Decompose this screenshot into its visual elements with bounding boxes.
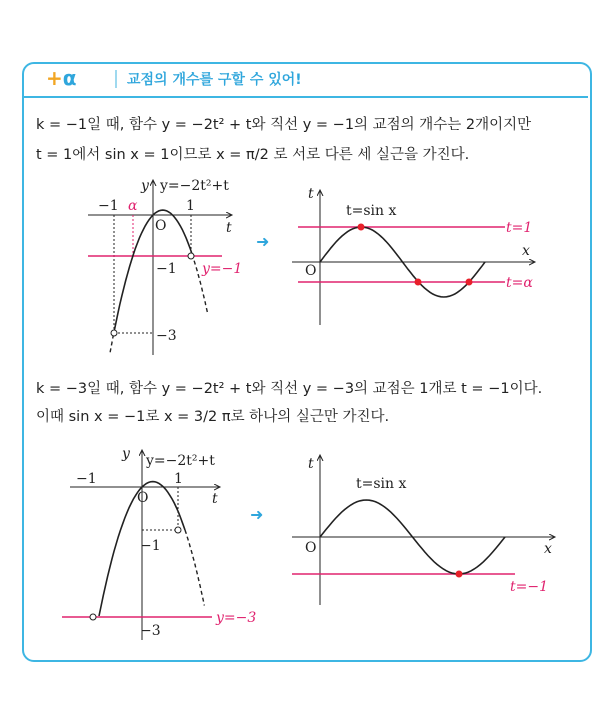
open-point: [175, 527, 181, 533]
box-title: 교점의 개수를 구할 수 있어!: [127, 72, 302, 88]
graph-sine-k-3: [292, 455, 555, 605]
tick-label: −1: [156, 261, 177, 277]
line-label: y=−1: [202, 261, 243, 277]
arrow-right-icon: ➜: [256, 232, 270, 251]
function-label: t=sin x: [356, 476, 407, 492]
alpha-icon: α: [62, 66, 77, 90]
alpha-label: α: [128, 198, 138, 214]
x-axis-label: x: [544, 541, 552, 557]
y-axis-label: y: [141, 178, 149, 194]
function-label: t=sin x: [346, 203, 397, 219]
tick-label: −1: [76, 471, 97, 487]
section1-line2: t = 1에서 sin x = 1이므로 x = π/2 로 서로 다른 세 실근을 가진다.: [36, 147, 470, 163]
parabola-dashed: [185, 530, 204, 606]
y-axis-label: y: [122, 446, 130, 462]
origin-label: O: [137, 490, 149, 506]
function-label: y=−2t²+t: [146, 453, 215, 469]
graph-sine-k-1: [292, 186, 535, 325]
line-label: t=α: [506, 275, 533, 291]
tick-label: 1: [186, 198, 195, 214]
arrow-right-icon: ➜: [250, 505, 264, 524]
tick-label: 1: [174, 471, 183, 487]
t-axis-label: t: [226, 220, 232, 236]
intersection-point: [466, 279, 473, 286]
tick-label: −3: [156, 328, 177, 344]
open-point: [188, 253, 194, 259]
intersection-point: [456, 571, 463, 578]
line-label: y=−3: [216, 610, 257, 626]
intersection-point: [358, 224, 365, 231]
origin-label: O: [305, 540, 317, 556]
x-axis-label: x: [522, 243, 530, 259]
intersection-point: [415, 279, 422, 286]
graph-parabola-k-3: [62, 446, 256, 640]
tick-label: −1: [98, 198, 119, 214]
t-axis-label: t: [212, 491, 218, 507]
line-label: t=−1: [510, 579, 548, 595]
t-axis-label: t: [308, 456, 314, 472]
t-axis-label: t: [308, 186, 314, 202]
section2-line2: 이때 sin x = −1로 x = 3/2 π로 하나의 실근만 가진다.: [36, 409, 390, 425]
line-label: t=1: [506, 220, 533, 236]
open-point: [90, 614, 96, 620]
tick-label: −1: [140, 538, 161, 554]
section2-line1: k = −3일 때, 함수 y = −2t² + t와 직선 y = −3의 교점은 1개로 t = −1이다.: [36, 381, 543, 397]
section1-line1: k = −1일 때, 함수 y = −2t² + t와 직선 y = −1의 교점의 개수는 2개이지만: [36, 117, 532, 133]
origin-label: O: [155, 218, 167, 234]
origin-label: O: [305, 263, 317, 279]
graph-parabola-k-1: [88, 178, 242, 355]
function-label: y=−2t²+t: [160, 178, 229, 194]
tick-label: −3: [140, 623, 161, 639]
open-point: [111, 330, 117, 336]
plus-icon: +: [46, 66, 63, 90]
